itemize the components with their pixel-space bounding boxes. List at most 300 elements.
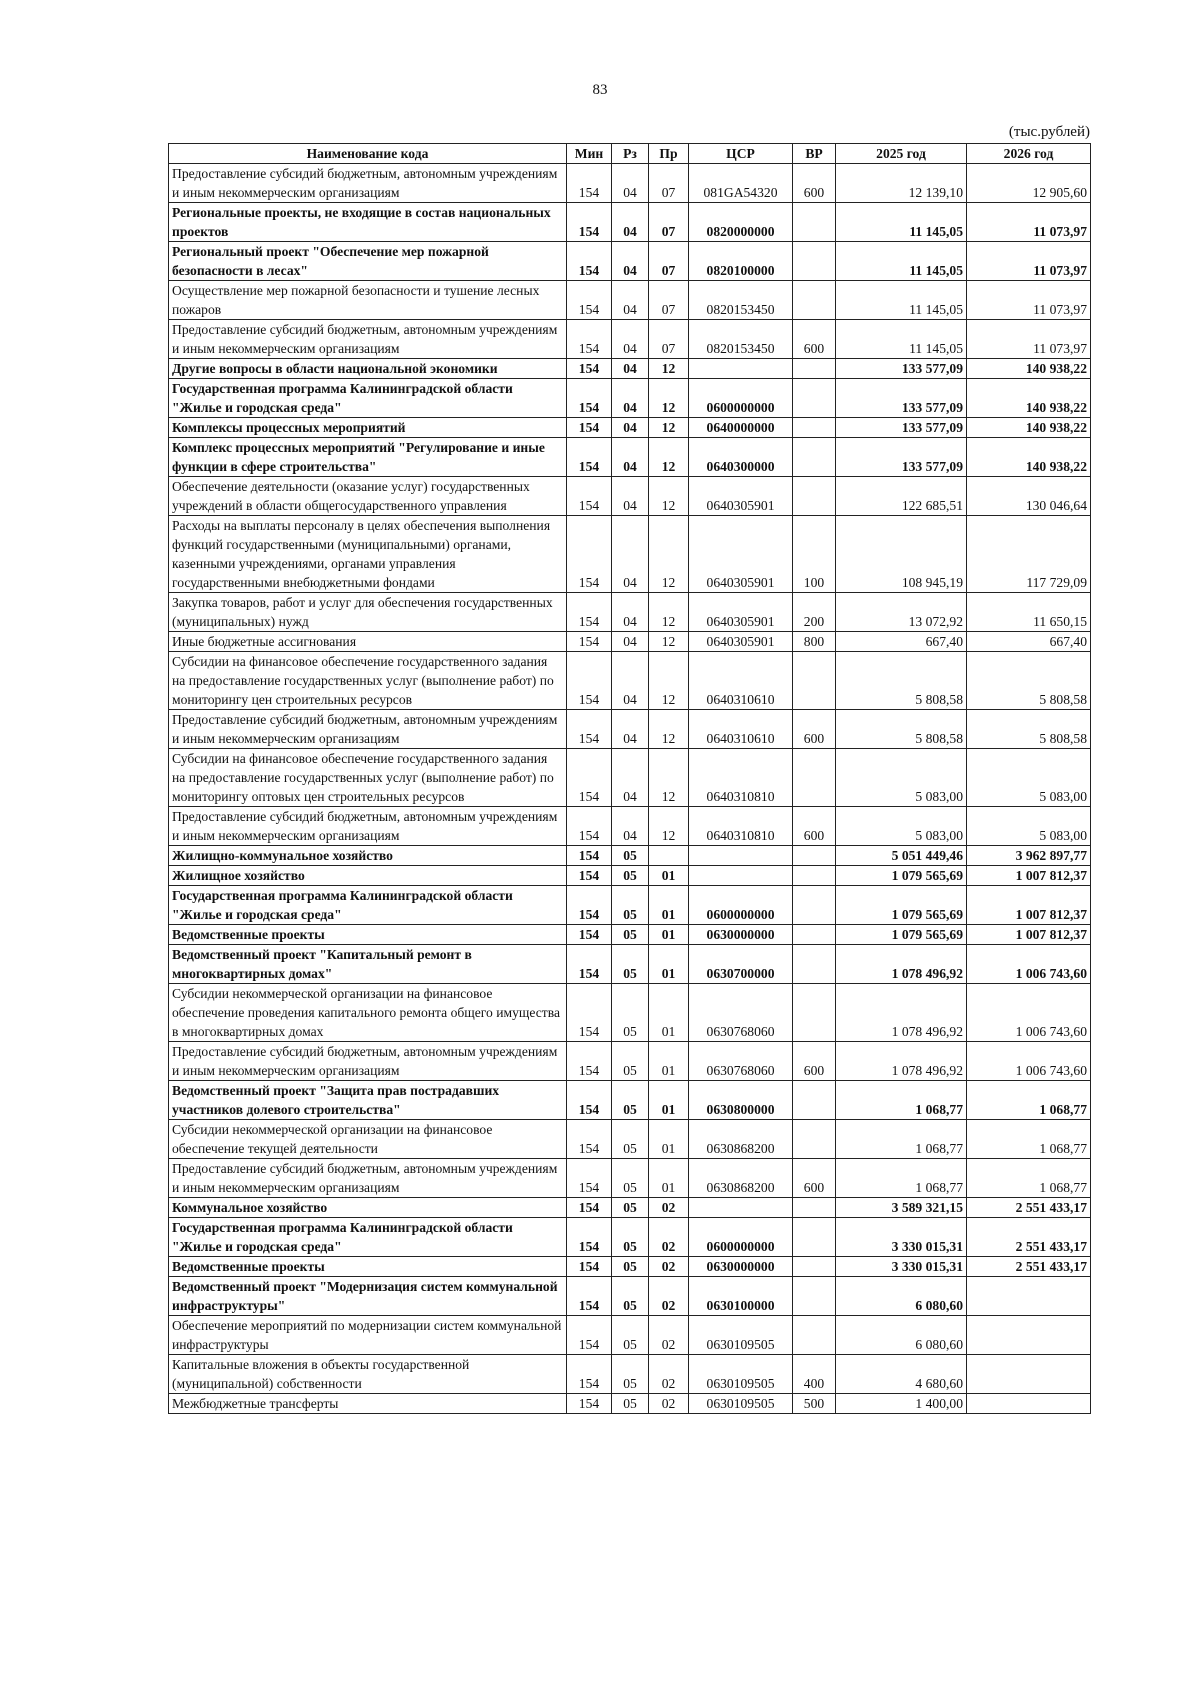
cell-name: Ведомственный проект "Капитальный ремонт в многоквартирных домах"	[169, 945, 567, 984]
cell-2026: 11 073,97	[967, 281, 1091, 320]
table-row	[169, 1257, 1091, 1277]
cell-rz: 05	[612, 1355, 649, 1394]
table-row	[169, 242, 1091, 281]
cell-rz: 05	[612, 886, 649, 925]
budget-table	[168, 143, 1091, 1414]
cell-2025: 1 400,00	[836, 1394, 967, 1414]
table-row	[169, 359, 1091, 379]
cell-vr	[793, 886, 836, 925]
cell-min: 154	[567, 1394, 612, 1414]
cell-csr: 0630000000	[689, 925, 793, 945]
table-row	[169, 438, 1091, 477]
cell-pr: 12	[649, 418, 689, 438]
cell-2025: 5 808,58	[836, 652, 967, 710]
table-row	[169, 593, 1091, 632]
cell-pr: 02	[649, 1355, 689, 1394]
cell-rz: 04	[612, 477, 649, 516]
cell-2026	[967, 1394, 1091, 1414]
cell-csr: 0630800000	[689, 1081, 793, 1120]
cell-pr: 12	[649, 807, 689, 846]
cell-min: 154	[567, 1081, 612, 1120]
cell-rz: 04	[612, 203, 649, 242]
cell-name: Жилищное хозяйство	[169, 866, 567, 886]
cell-pr: 12	[649, 652, 689, 710]
cell-min: 154	[567, 749, 612, 807]
cell-name: Субсидии некоммерческой организации на финансовое обеспечение текущей деятельности	[169, 1120, 567, 1159]
cell-rz: 04	[612, 281, 649, 320]
cell-csr: 0630868200	[689, 1120, 793, 1159]
cell-2025: 1 068,77	[836, 1081, 967, 1120]
cell-pr	[649, 846, 689, 866]
header-2025: 2025 год	[836, 144, 967, 164]
cell-2025: 1 078 496,92	[836, 945, 967, 984]
cell-pr: 01	[649, 886, 689, 925]
cell-name: Региональные проекты, не входящие в состав национальных проектов	[169, 203, 567, 242]
cell-min: 154	[567, 1218, 612, 1257]
table-row	[169, 866, 1091, 886]
table-row	[169, 418, 1091, 438]
cell-name: Обеспечение мероприятий по модернизации систем коммунальной инфраструктуры	[169, 1316, 567, 1355]
cell-pr: 07	[649, 164, 689, 203]
cell-csr: 0630109505	[689, 1394, 793, 1414]
table-row	[169, 807, 1091, 846]
table-row	[169, 945, 1091, 984]
cell-2026: 2 551 433,17	[967, 1257, 1091, 1277]
cell-csr: 0630868200	[689, 1159, 793, 1198]
cell-name: Капитальные вложения в объекты государственной (муниципальной) собственности	[169, 1355, 567, 1394]
cell-2025: 1 079 565,69	[836, 886, 967, 925]
table-row	[169, 1081, 1091, 1120]
cell-2025: 122 685,51	[836, 477, 967, 516]
cell-min: 154	[567, 593, 612, 632]
table-row	[169, 281, 1091, 320]
table-body	[169, 164, 1091, 1414]
cell-rz: 05	[612, 1120, 649, 1159]
cell-min: 154	[567, 359, 612, 379]
cell-2026: 11 073,97	[967, 203, 1091, 242]
cell-2026: 1 007 812,37	[967, 866, 1091, 886]
cell-pr: 12	[649, 632, 689, 652]
cell-name: Государственная программа Калининградской области "Жилье и городская среда"	[169, 379, 567, 418]
cell-2025: 133 577,09	[836, 379, 967, 418]
table-row	[169, 632, 1091, 652]
cell-csr: 0630768060	[689, 984, 793, 1042]
header-2026: 2026 год	[967, 144, 1091, 164]
cell-csr: 081GA54320	[689, 164, 793, 203]
cell-2026: 11 073,97	[967, 242, 1091, 281]
cell-min: 154	[567, 418, 612, 438]
cell-name: Субсидии на финансовое обеспечение государственного задания на предоставление государственных услуг (выполнение работ) по мониторингу оптовых цен строительных ресурсов	[169, 749, 567, 807]
cell-csr: 0630000000	[689, 1257, 793, 1277]
cell-vr	[793, 1198, 836, 1218]
cell-2026: 5 083,00	[967, 807, 1091, 846]
cell-vr: 600	[793, 320, 836, 359]
cell-name: Ведомственные проекты	[169, 1257, 567, 1277]
cell-2025: 133 577,09	[836, 359, 967, 379]
cell-csr: 0630100000	[689, 1277, 793, 1316]
cell-name: Осуществление мер пожарной безопасности и тушение лесных пожаров	[169, 281, 567, 320]
cell-min: 154	[567, 1198, 612, 1218]
cell-csr: 0640305901	[689, 632, 793, 652]
cell-csr	[689, 1198, 793, 1218]
cell-vr	[793, 1257, 836, 1277]
cell-rz: 04	[612, 418, 649, 438]
cell-rz: 05	[612, 866, 649, 886]
cell-vr: 100	[793, 516, 836, 593]
cell-vr	[793, 281, 836, 320]
cell-min: 154	[567, 379, 612, 418]
table-row	[169, 846, 1091, 866]
cell-min: 154	[567, 1257, 612, 1277]
cell-rz: 05	[612, 1042, 649, 1081]
cell-vr: 600	[793, 1042, 836, 1081]
cell-pr: 12	[649, 359, 689, 379]
cell-name: Субсидии некоммерческой организации на финансовое обеспечение проведения капитального ремонта общего имущества в многоквартирных домах	[169, 984, 567, 1042]
table-row	[169, 1277, 1091, 1316]
cell-name: Комплексы процессных мероприятий	[169, 418, 567, 438]
cell-2026: 117 729,09	[967, 516, 1091, 593]
cell-rz: 05	[612, 846, 649, 866]
cell-2025: 3 330 015,31	[836, 1218, 967, 1257]
table-row	[169, 1218, 1091, 1257]
cell-min: 154	[567, 984, 612, 1042]
cell-min: 154	[567, 1042, 612, 1081]
cell-2025: 11 145,05	[836, 320, 967, 359]
cell-name: Ведомственные проекты	[169, 925, 567, 945]
cell-2025: 4 680,60	[836, 1355, 967, 1394]
cell-2025: 1 068,77	[836, 1159, 967, 1198]
cell-rz: 05	[612, 984, 649, 1042]
cell-2025: 13 072,92	[836, 593, 967, 632]
cell-csr: 0820153450	[689, 281, 793, 320]
cell-vr	[793, 1316, 836, 1355]
cell-csr: 0640310610	[689, 710, 793, 749]
header-csr: ЦСР	[689, 144, 793, 164]
cell-rz: 04	[612, 710, 649, 749]
table-row	[169, 1316, 1091, 1355]
cell-pr: 01	[649, 925, 689, 945]
cell-2025: 11 145,05	[836, 242, 967, 281]
cell-csr: 0640310810	[689, 807, 793, 846]
cell-vr: 500	[793, 1394, 836, 1414]
cell-rz: 05	[612, 1081, 649, 1120]
table-row	[169, 984, 1091, 1042]
cell-vr	[793, 749, 836, 807]
cell-2026: 1 007 812,37	[967, 886, 1091, 925]
cell-min: 154	[567, 320, 612, 359]
cell-2025: 12 139,10	[836, 164, 967, 203]
header-rz: Рз	[612, 144, 649, 164]
cell-name: Коммунальное хозяйство	[169, 1198, 567, 1218]
cell-csr: 0640305901	[689, 593, 793, 632]
table-row	[169, 203, 1091, 242]
cell-pr: 07	[649, 320, 689, 359]
cell-name: Иные бюджетные ассигнования	[169, 632, 567, 652]
cell-pr: 02	[649, 1218, 689, 1257]
cell-min: 154	[567, 652, 612, 710]
cell-2025: 1 078 496,92	[836, 1042, 967, 1081]
cell-pr: 12	[649, 710, 689, 749]
cell-vr	[793, 1277, 836, 1316]
cell-2026: 2 551 433,17	[967, 1218, 1091, 1257]
cell-pr: 01	[649, 866, 689, 886]
cell-pr: 12	[649, 749, 689, 807]
cell-pr: 01	[649, 1042, 689, 1081]
cell-min: 154	[567, 925, 612, 945]
cell-2026	[967, 1355, 1091, 1394]
cell-rz: 05	[612, 1257, 649, 1277]
cell-min: 154	[567, 846, 612, 866]
cell-csr: 0820153450	[689, 320, 793, 359]
cell-2025: 6 080,60	[836, 1316, 967, 1355]
cell-csr	[689, 359, 793, 379]
cell-pr: 01	[649, 1081, 689, 1120]
cell-csr: 0630109505	[689, 1355, 793, 1394]
table-header-row	[169, 144, 1091, 164]
cell-vr: 600	[793, 1159, 836, 1198]
cell-vr	[793, 984, 836, 1042]
cell-2026: 140 938,22	[967, 438, 1091, 477]
cell-2026: 1 006 743,60	[967, 984, 1091, 1042]
cell-pr: 02	[649, 1394, 689, 1414]
cell-2025: 5 808,58	[836, 710, 967, 749]
cell-rz: 05	[612, 945, 649, 984]
cell-name: Ведомственный проект "Модернизация систем коммунальной инфраструктуры"	[169, 1277, 567, 1316]
header-min: Мин	[567, 144, 612, 164]
cell-min: 154	[567, 945, 612, 984]
cell-csr: 0640305901	[689, 516, 793, 593]
table-row	[169, 1042, 1091, 1081]
cell-name: Комплекс процессных мероприятий "Регулирование и иные функции в сфере строительства"	[169, 438, 567, 477]
cell-vr	[793, 477, 836, 516]
cell-name: Предоставление субсидий бюджетным, автономным учреждениям и иным некоммерческим организациям	[169, 164, 567, 203]
cell-min: 154	[567, 477, 612, 516]
cell-min: 154	[567, 516, 612, 593]
cell-2025: 1 068,77	[836, 1120, 967, 1159]
cell-2025: 667,40	[836, 632, 967, 652]
cell-csr: 0600000000	[689, 1218, 793, 1257]
cell-vr: 600	[793, 164, 836, 203]
cell-name: Региональный проект "Обеспечение мер пожарной безопасности в лесах"	[169, 242, 567, 281]
cell-2026: 5 808,58	[967, 652, 1091, 710]
cell-rz: 05	[612, 1394, 649, 1414]
cell-min: 154	[567, 281, 612, 320]
cell-vr	[793, 418, 836, 438]
cell-vr	[793, 203, 836, 242]
cell-rz: 04	[612, 438, 649, 477]
cell-name: Закупка товаров, работ и услуг для обеспечения государственных (муниципальных) нужд	[169, 593, 567, 632]
table-row	[169, 164, 1091, 203]
cell-name: Предоставление субсидий бюджетным, автономным учреждениям и иным некоммерческим организациям	[169, 1159, 567, 1198]
cell-csr: 0640310610	[689, 652, 793, 710]
cell-name: Государственная программа Калининградской области "Жилье и городская среда"	[169, 886, 567, 925]
cell-2026	[967, 1316, 1091, 1355]
cell-min: 154	[567, 1159, 612, 1198]
cell-pr: 12	[649, 477, 689, 516]
cell-2025: 3 330 015,31	[836, 1257, 967, 1277]
header-name: Наименование кода	[169, 144, 567, 164]
cell-2026: 12 905,60	[967, 164, 1091, 203]
cell-vr	[793, 1218, 836, 1257]
cell-2025: 1 079 565,69	[836, 866, 967, 886]
cell-min: 154	[567, 1277, 612, 1316]
cell-2026: 11 073,97	[967, 320, 1091, 359]
cell-2026: 667,40	[967, 632, 1091, 652]
cell-name: Государственная программа Калининградской области "Жилье и городская среда"	[169, 1218, 567, 1257]
cell-rz: 04	[612, 242, 649, 281]
table-row	[169, 1159, 1091, 1198]
table-row	[169, 516, 1091, 593]
cell-pr: 07	[649, 281, 689, 320]
cell-name: Расходы на выплаты персоналу в целях обеспечения выполнения функций государственными (муниципальными) органами, казенными учреждениями, органами управления государственными внебюджетными фондами	[169, 516, 567, 593]
cell-name: Ведомственный проект "Защита прав пострадавших участников долевого строительства"	[169, 1081, 567, 1120]
cell-name: Предоставление субсидий бюджетным, автономным учреждениям и иным некоммерческим организациям	[169, 1042, 567, 1081]
cell-csr: 0820100000	[689, 242, 793, 281]
table-row	[169, 1120, 1091, 1159]
cell-vr	[793, 359, 836, 379]
cell-name: Жилищно-коммунальное хозяйство	[169, 846, 567, 866]
cell-2026: 140 938,22	[967, 379, 1091, 418]
units-label: (тыс.рублей)	[1008, 124, 1090, 140]
cell-rz: 04	[612, 379, 649, 418]
header-pr: Пр	[649, 144, 689, 164]
cell-rz: 05	[612, 1159, 649, 1198]
cell-vr	[793, 1120, 836, 1159]
cell-2025: 3 589 321,15	[836, 1198, 967, 1218]
cell-vr: 600	[793, 807, 836, 846]
cell-2026: 1 006 743,60	[967, 945, 1091, 984]
cell-2026: 1 007 812,37	[967, 925, 1091, 945]
cell-2026: 1 068,77	[967, 1120, 1091, 1159]
cell-vr	[793, 652, 836, 710]
cell-2025: 11 145,05	[836, 203, 967, 242]
cell-2025: 5 051 449,46	[836, 846, 967, 866]
table-row	[169, 1355, 1091, 1394]
cell-pr: 01	[649, 1159, 689, 1198]
cell-csr: 0630700000	[689, 945, 793, 984]
cell-rz: 04	[612, 359, 649, 379]
cell-2025: 11 145,05	[836, 281, 967, 320]
table-row	[169, 379, 1091, 418]
cell-2025: 133 577,09	[836, 438, 967, 477]
cell-min: 154	[567, 242, 612, 281]
cell-rz: 04	[612, 632, 649, 652]
cell-2026: 5 083,00	[967, 749, 1091, 807]
table-row	[169, 710, 1091, 749]
cell-min: 154	[567, 438, 612, 477]
cell-2026: 2 551 433,17	[967, 1198, 1091, 1218]
cell-rz: 04	[612, 652, 649, 710]
cell-pr: 01	[649, 945, 689, 984]
cell-rz: 04	[612, 516, 649, 593]
cell-pr: 07	[649, 203, 689, 242]
table-row	[169, 1198, 1091, 1218]
cell-rz: 04	[612, 807, 649, 846]
cell-2025: 1 079 565,69	[836, 925, 967, 945]
cell-2025: 6 080,60	[836, 1277, 967, 1316]
cell-min: 154	[567, 866, 612, 886]
cell-2026: 11 650,15	[967, 593, 1091, 632]
cell-rz: 04	[612, 749, 649, 807]
cell-csr: 0630109505	[689, 1316, 793, 1355]
table-row	[169, 886, 1091, 925]
cell-min: 154	[567, 203, 612, 242]
cell-name: Предоставление субсидий бюджетным, автономным учреждениям и иным некоммерческим организациям	[169, 807, 567, 846]
cell-csr: 0640305901	[689, 477, 793, 516]
cell-rz: 05	[612, 1218, 649, 1257]
cell-2026: 3 962 897,77	[967, 846, 1091, 866]
cell-name: Предоставление субсидий бюджетным, автономным учреждениям и иным некоммерческим организациям	[169, 320, 567, 359]
cell-csr: 0600000000	[689, 379, 793, 418]
cell-pr: 02	[649, 1316, 689, 1355]
cell-pr: 12	[649, 593, 689, 632]
cell-2025: 133 577,09	[836, 418, 967, 438]
cell-min: 154	[567, 1316, 612, 1355]
cell-pr: 01	[649, 1120, 689, 1159]
cell-vr	[793, 945, 836, 984]
header-vr: ВР	[793, 144, 836, 164]
cell-2026: 140 938,22	[967, 359, 1091, 379]
cell-name: Предоставление субсидий бюджетным, автономным учреждениям и иным некоммерческим организациям	[169, 710, 567, 749]
cell-pr: 02	[649, 1257, 689, 1277]
cell-vr: 600	[793, 710, 836, 749]
table-row	[169, 477, 1091, 516]
cell-vr	[793, 438, 836, 477]
table-row	[169, 320, 1091, 359]
cell-csr: 0640310810	[689, 749, 793, 807]
cell-csr: 0640000000	[689, 418, 793, 438]
table-row	[169, 1394, 1091, 1414]
cell-vr: 800	[793, 632, 836, 652]
cell-2026: 1 068,77	[967, 1159, 1091, 1198]
cell-csr: 0640300000	[689, 438, 793, 477]
cell-rz: 05	[612, 925, 649, 945]
cell-rz: 04	[612, 164, 649, 203]
cell-2025: 5 083,00	[836, 807, 967, 846]
cell-csr: 0820000000	[689, 203, 793, 242]
cell-min: 154	[567, 164, 612, 203]
page-number: 83	[592, 82, 608, 98]
cell-2026: 130 046,64	[967, 477, 1091, 516]
cell-vr	[793, 846, 836, 866]
cell-rz: 05	[612, 1277, 649, 1316]
cell-name: Другие вопросы в области национальной экономики	[169, 359, 567, 379]
cell-min: 154	[567, 710, 612, 749]
cell-vr: 200	[793, 593, 836, 632]
cell-2026: 140 938,22	[967, 418, 1091, 438]
cell-pr: 12	[649, 516, 689, 593]
cell-vr	[793, 242, 836, 281]
cell-2026: 1 068,77	[967, 1081, 1091, 1120]
cell-pr: 01	[649, 984, 689, 1042]
cell-name: Субсидии на финансовое обеспечение государственного задания на предоставление государственных услуг (выполнение работ) по мониторингу цен строительных ресурсов	[169, 652, 567, 710]
cell-min: 154	[567, 886, 612, 925]
cell-csr	[689, 866, 793, 886]
cell-vr: 400	[793, 1355, 836, 1394]
cell-name: Межбюджетные трансферты	[169, 1394, 567, 1414]
table-row	[169, 749, 1091, 807]
cell-2026: 1 006 743,60	[967, 1042, 1091, 1081]
cell-min: 154	[567, 807, 612, 846]
cell-csr: 0630768060	[689, 1042, 793, 1081]
cell-rz: 04	[612, 593, 649, 632]
cell-2025: 5 083,00	[836, 749, 967, 807]
cell-pr: 02	[649, 1277, 689, 1316]
cell-csr	[689, 846, 793, 866]
cell-vr	[793, 379, 836, 418]
cell-rz: 05	[612, 1198, 649, 1218]
cell-pr: 07	[649, 242, 689, 281]
